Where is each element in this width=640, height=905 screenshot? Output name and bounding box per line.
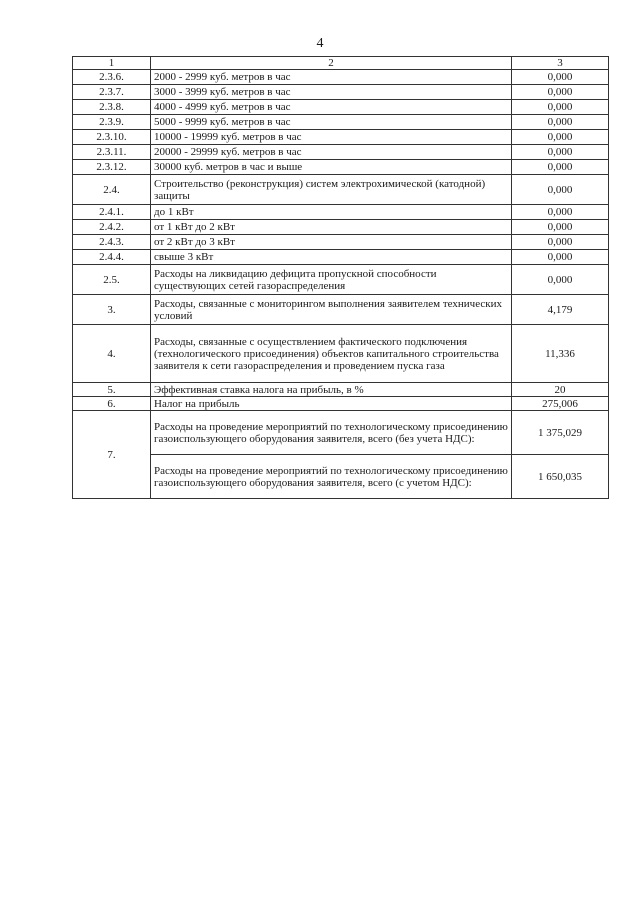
row-description: Расходы, связанные с осуществлением фактического подключения (технологического присоединения) объектов капитального строительства заявителя к сети газораспределения и проведением пуска газа [151, 325, 512, 383]
row-description: от 2 кВт до 3 кВт [151, 235, 512, 250]
row-description: 30000 куб. метров в час и выше [151, 160, 512, 175]
table-row [73, 85, 609, 100]
row-number: 2.4. [73, 175, 151, 205]
row-value: 0,000 [512, 265, 609, 295]
cost-table [72, 56, 609, 499]
table-row [73, 265, 609, 295]
page-number: 4 [316, 36, 324, 51]
row-number: 6. [73, 397, 151, 411]
row-description: 3000 - 3999 куб. метров в час [151, 85, 512, 100]
table-row [73, 325, 609, 383]
row-description: 5000 - 9999 куб. метров в час [151, 115, 512, 130]
row-number: 7. [73, 411, 151, 499]
row-number: 2.4.4. [73, 250, 151, 265]
row-value: 0,000 [512, 160, 609, 175]
row-description: свыше 3 кВт [151, 250, 512, 265]
table-row [73, 100, 609, 115]
table-header-row [73, 57, 609, 70]
row-description: 20000 - 29999 куб. метров в час [151, 145, 512, 160]
table-row [73, 383, 609, 397]
row-value: 0,000 [512, 145, 609, 160]
row-number: 2.5. [73, 265, 151, 295]
row-number: 2.3.10. [73, 130, 151, 145]
row-value: 0,000 [512, 220, 609, 235]
table-row [73, 397, 609, 411]
row-value: 20 [512, 383, 609, 397]
row-number: 2.3.12. [73, 160, 151, 175]
table-row [73, 205, 609, 220]
table-row [73, 235, 609, 250]
row-number: 4. [73, 325, 151, 383]
row-value: 0,000 [512, 235, 609, 250]
row-description: Эффективная ставка налога на прибыль, в % [151, 383, 512, 397]
header-col-1: 1 [73, 57, 151, 70]
table-row [73, 115, 609, 130]
row-value: 0,000 [512, 205, 609, 220]
row-description: Налог на прибыль [151, 397, 512, 411]
row-description: Расходы, связанные с мониторингом выполнения заявителем технических условий [151, 295, 512, 325]
row-description: от 1 кВт до 2 кВт [151, 220, 512, 235]
table-row [73, 295, 609, 325]
row-description: 4000 - 4999 куб. метров в час [151, 100, 512, 115]
row-value: 1 375,029 [512, 411, 609, 455]
row-value: 1 650,035 [512, 455, 609, 499]
row-value: 0,000 [512, 130, 609, 145]
row-number: 5. [73, 383, 151, 397]
table-row [73, 145, 609, 160]
row-value: 4,179 [512, 295, 609, 325]
row-number: 2.3.6. [73, 70, 151, 85]
table-row [73, 411, 609, 455]
row-description: Расходы на проведение мероприятий по технологическому присоединению газоиспользующего оборудования заявителя, всего (без учета НДС): [151, 411, 512, 455]
row-number: 2.4.1. [73, 205, 151, 220]
row-description: Расходы на проведение мероприятий по технологическому присоединению газоиспользующего оборудования заявителя, всего (с учетом НДС): [151, 455, 512, 499]
row-value: 0,000 [512, 175, 609, 205]
row-value: 11,336 [512, 325, 609, 383]
row-description: Строительство (реконструкция) систем электрохимической (катодной) защиты [151, 175, 512, 205]
table-row [73, 455, 609, 499]
row-description: 2000 - 2999 куб. метров в час [151, 70, 512, 85]
row-number: 2.3.7. [73, 85, 151, 100]
row-description: до 1 кВт [151, 205, 512, 220]
table-row [73, 175, 609, 205]
row-value: 275,006 [512, 397, 609, 411]
header-col-3: 3 [512, 57, 609, 70]
table-row [73, 160, 609, 175]
row-number: 2.4.2. [73, 220, 151, 235]
row-number: 2.3.9. [73, 115, 151, 130]
row-number: 2.3.8. [73, 100, 151, 115]
row-value: 0,000 [512, 85, 609, 100]
row-value: 0,000 [512, 100, 609, 115]
row-value: 0,000 [512, 115, 609, 130]
row-value: 0,000 [512, 250, 609, 265]
row-number: 2.4.3. [73, 235, 151, 250]
table-row [73, 250, 609, 265]
table-row [73, 70, 609, 85]
row-number: 2.3.11. [73, 145, 151, 160]
header-col-2: 2 [151, 57, 512, 70]
table-row [73, 130, 609, 145]
table-row [73, 220, 609, 235]
row-description: Расходы на ликвидацию дефицита пропускной способности существующих сетей газораспределения [151, 265, 512, 295]
row-number: 3. [73, 295, 151, 325]
row-description: 10000 - 19999 куб. метров в час [151, 130, 512, 145]
row-value: 0,000 [512, 70, 609, 85]
